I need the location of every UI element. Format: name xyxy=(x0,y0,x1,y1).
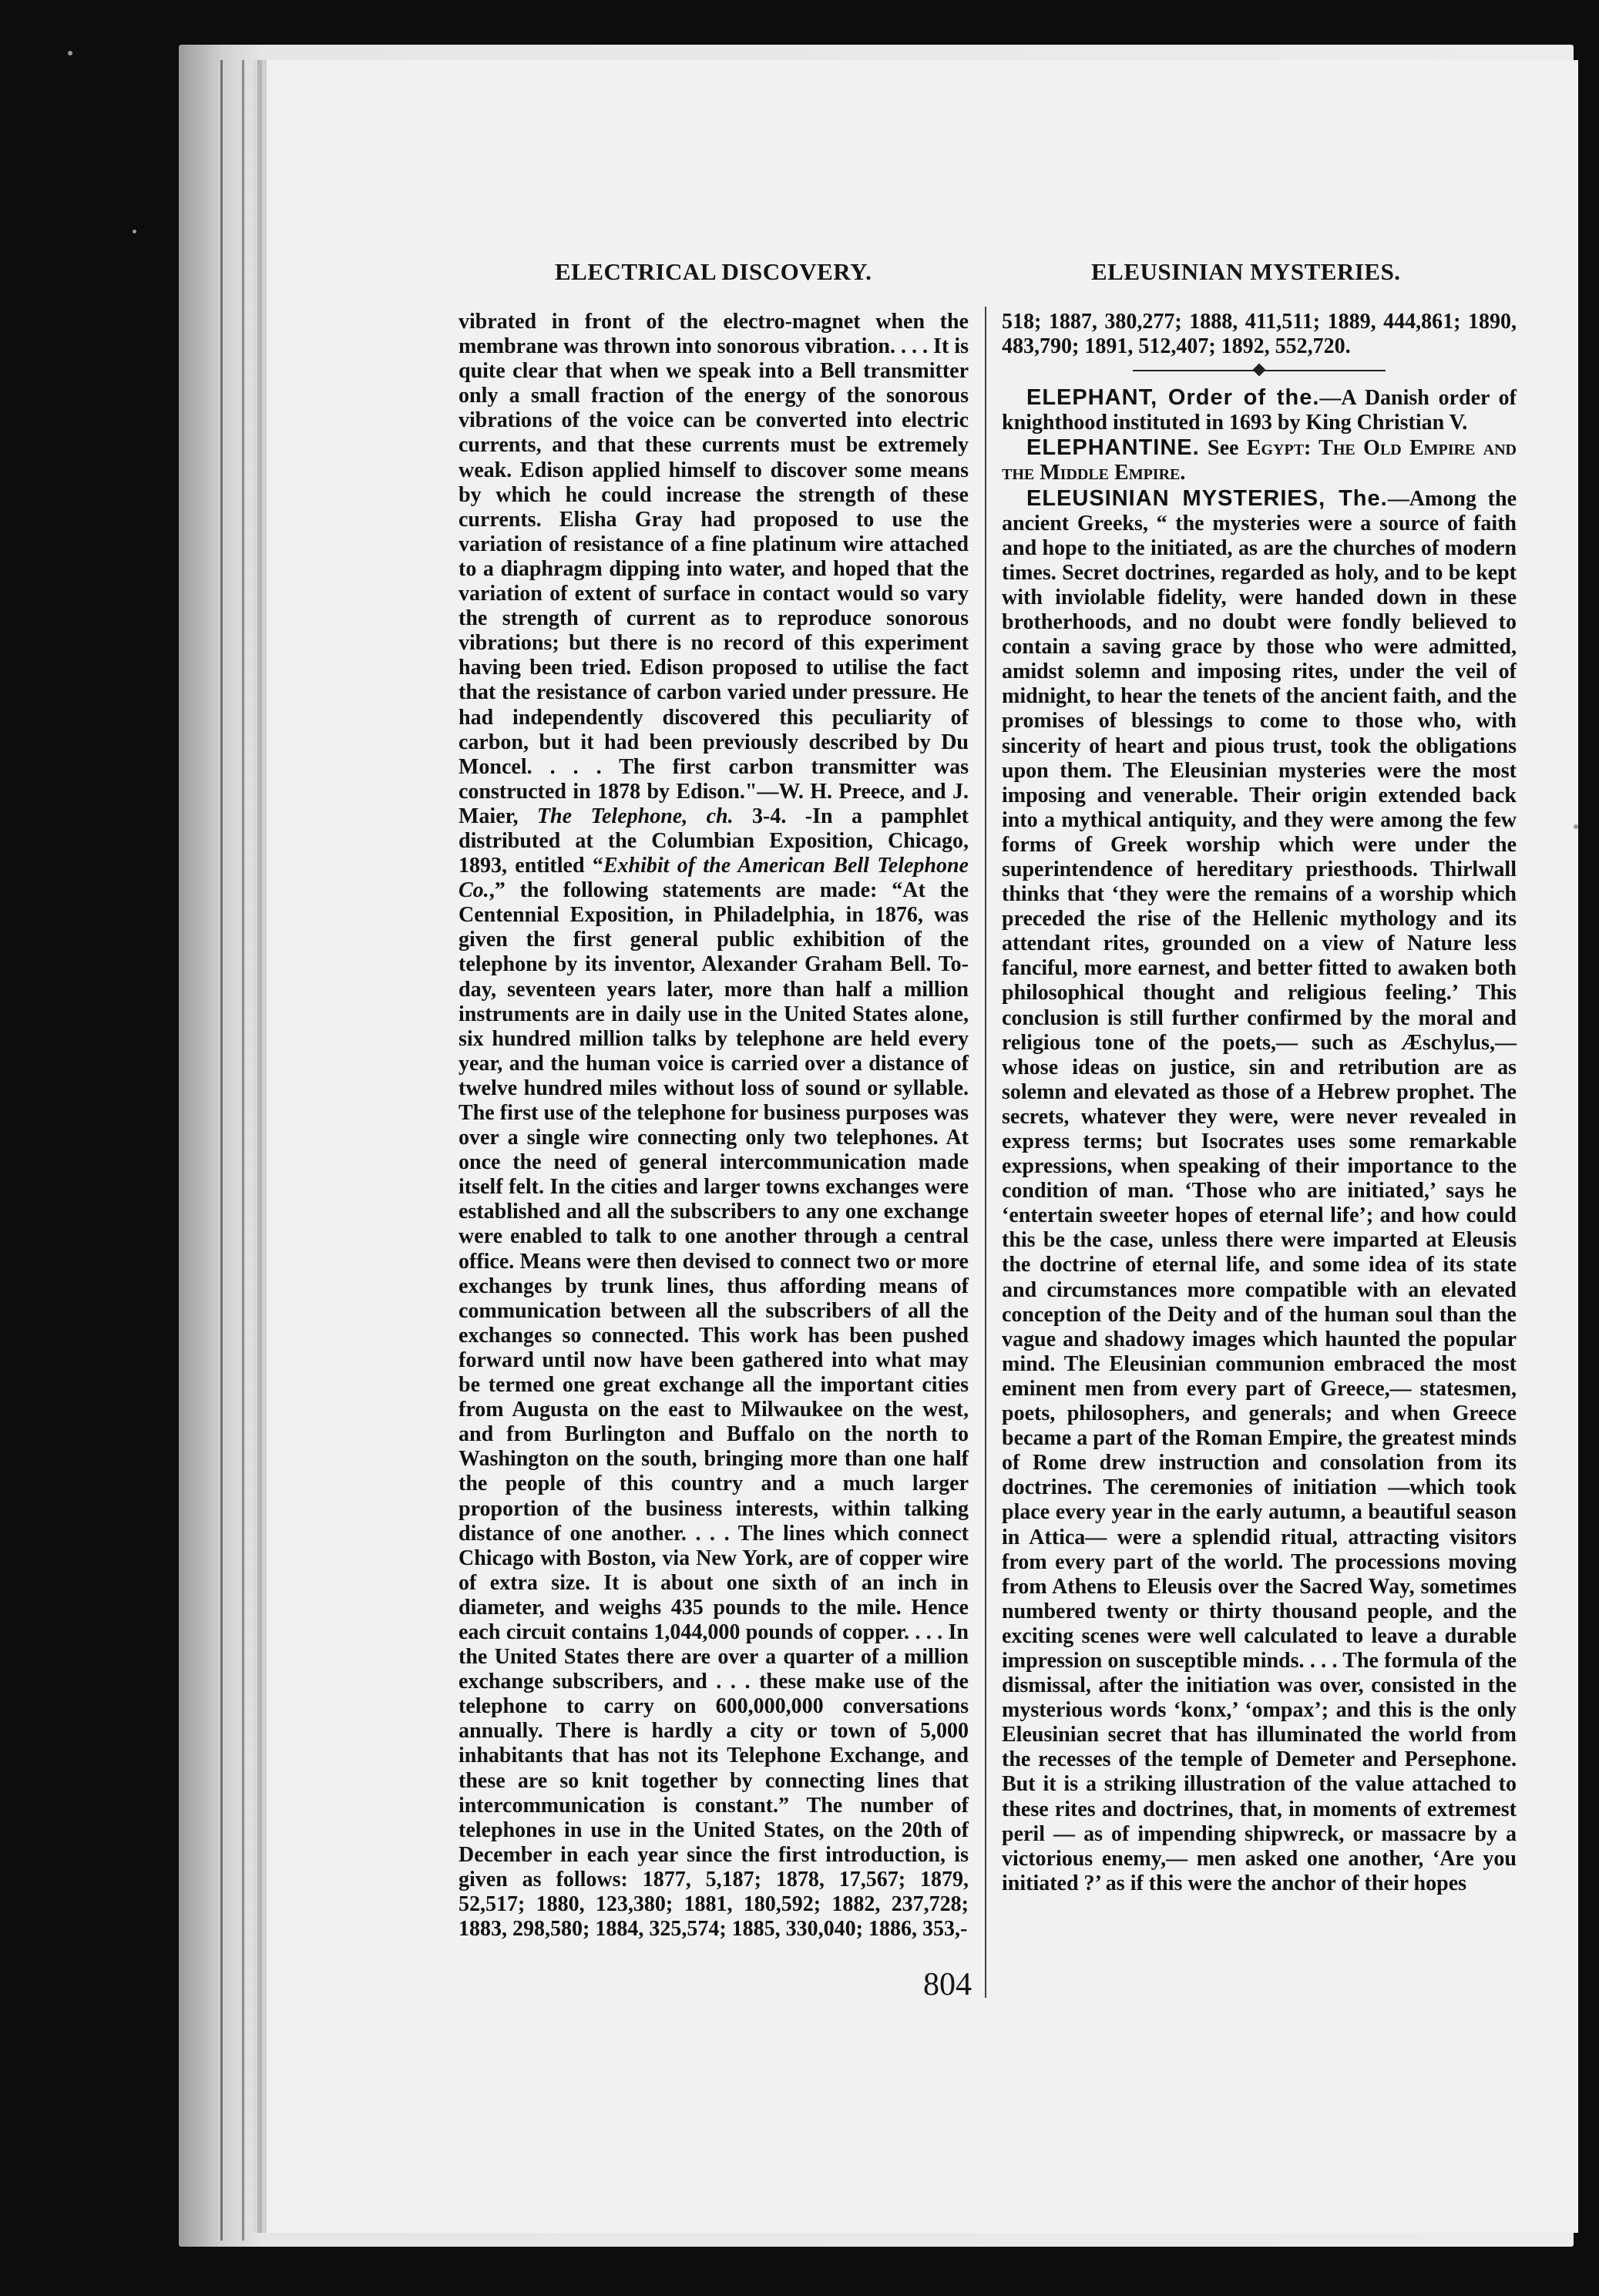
right-text-column xyxy=(1002,310,1517,1896)
entry-elephantine xyxy=(1002,435,1517,485)
entry-eleusinian-mysteries xyxy=(1002,486,1517,1896)
citation-tail: 3-4. -In a pamphlet distributed at the Columbian Exposition, Chicago, 1893, entitled “ xyxy=(459,804,969,878)
scan-speck xyxy=(1574,824,1578,829)
exhibit-title: Exhibit of the American Bell Telephone Co. xyxy=(459,854,969,903)
passage-continuation: ,” the following statements are made: “At the Centennial Exposition, in Philadelphia, in 1876, was given the first general public exhibition of the telephone by its inventor, Alexander Graham Bell. To-day, seventeen years later, more than half a million instruments are in daily use in the United States alone, six hundred million talks by telephone are held every year, and the human voice is carried over a distance of twelve hundred miles without loss of sound or syllable. The first use of the telephone for business purposes was over a single wire connecting only two telephones. At once the need of general intercommunication made itself felt. In the cities and larger towns exchanges were established and all the subscribers to any one exchange were enabled to talk to one another through a central office. Means were then devised to connect two or more exchanges by trunk lines, thus affording means of communication between all the subscribers of all the exchanges so connected. This work has been pushed forward until now have been gathered into what may be termed one great exchange all the important cities from Augusta on the east to Milwaukee on the west, and from Burlington and Buffalo on the north to Washington on the south, bringing more than one half the people of this country and a much larger proportion of the business interests, within talking distance of one another. . . . The lines which connect Chicago with Boston, via New York, are of copper wire of extra size. It is about one sixth of an inch in diameter, and weighs 435 pounds to the mile. Hence each circuit contains 1,044,000 pounds of copper. . . . In the United States there are over a quarter of a million exchange subscribers, and . . . these make use of the telephone to carry on 600,000,000 conversations annually. There is hardly a city or town of 5,000 inhabitants that has not its Telephone Exchange, and these are so knit together by connecting lines that intercommunication is constant.” The number of telephones in use in the United States, on the 20th of December in each year since the first introduction, is given as follows: 1877, 5,187; 1878, 17,567; 1879, 52,517; 1880, 123,380; 1881, 180,592; 1882, 237,728; 1883, 298,580; 1884, 325,574; 1885, 330,040; 1886, 353,- xyxy=(459,878,969,1942)
citation-title: The Telephone, ch. xyxy=(536,804,734,828)
page-number: 804 xyxy=(923,1967,972,2002)
telephone-passage xyxy=(459,310,969,1942)
section-divider xyxy=(1002,359,1517,382)
page-spine-line xyxy=(220,60,223,2241)
entry-elephant-order xyxy=(1002,385,1517,435)
headword-eleusinian-mysteries: ELEUSINIAN MYSTERIES, The. xyxy=(1026,485,1388,511)
entry-body: —Among the ancient Greeks, “ the mysteries were a source of faith and hope to the initiated, as are the churches of modern times. Secret doctrines, regarded as holy, and to be kept with inviolable fidelity, were handed down in these brotherhoods, and no doubt were fondly believed to contain a saving grace by those who were admitted, amidst solemn and imposing rites, under the veil of midnight, to hear the tenets of the ancient faith, and the promises of blessings to come to those who, with sincerity of heart and pious trust, took the obligations upon them. The Eleusinian mysteries were the most imposing and venerable. Their origin extended back into a mythical antiquity, and they were among the few forms of Greek worship which were under the superintendence of hereditary priesthoods. Thirlwall thinks that ‘they were the remains of a worship which preceded the rise of the Hellenic mythology and its attendant rites, grounded on a view of Nature less fanciful, more earnest, and better fitted to awaken both philosophical thought and religious feeling.’ This conclusion is still further confirmed by the moral and religious tone of the poets,— such as Æschylus,— whose ideas on justice, sin and retribution are as solemn and elevated as those of a Hebrew prophet. The secrets, whatever they were, were never revealed in express terms; but Isocrates uses some remarkable expressions, when speaking of their importance to the condition of man. ‘Those who are initiated,’ says he ‘entertain sweeter hopes of eternal life’; and how could this be the case, unless there were imparted at Eleusis the doctrine of eternal life, and some idea of its state and circumstances more compatible with an elevated conception of the Deity and of the human soul than the vague and shadowy images which haunted the popular mind. The Eleusinian communion embraced the most eminent men from every part of Greece,— statesmen, poets, philosophers, and generals; and when Greece became a part of the Roman Empire, the greatest minds of Rome drew instruction and consolation from its doctrines. The ceremonies of initiation —which took place every year in the early autumn, a beautiful season in Attica— were a splendid ritual, attracting visitors from every part of the world. The processions moving from Athens to Eleusis over the Sacred Way, sometimes numbered twenty or thirty thousand people, and the exciting scenes were well calculated to leave a durable impression on susceptible minds. . . . The formula of the dismissal, after the initiation was over, consisted in the mysterious words ‘konx,’ ‘ompax’; and this is the only Eleusinian secret that has illuminated the world from the recesses of the temple of Demeter and Persephone. But it is a striking illustration of the value attached to these rites and doctrines, that, in moments of extremest peril — as of impending shipwreck, or massacre by a victorious enemy,— men asked one another, ‘Are you initiated ?’ as if this were the anchor of their hopes xyxy=(1002,486,1517,1895)
headword-elephantine: ELEPHANTINE. xyxy=(1026,435,1200,461)
left-text-column xyxy=(459,310,969,1942)
passage-text: vibrated in front of the electro-magnet when the membrane was thrown into sonorous vibration. . . . It is quite clear that when we speak into a Bell transmitter only a small fraction of the energy of the sonorous vibrations of the voice can be converted into electric currents, and that these currents must be extremely weak. Edison applied himself to discover some means by which he could increase the strength of these currents. Elisha Gray had proposed to use the variation of resistance of a fine platinum wire attached to a diaphragm dipping into water, and hoped that the variation of extent of surface in contact would so vary the strength of current as to reproduce sonorous vibrations; but there is no record of this experiment having been tried. Edison proposed to utilise the fact that the resistance of carbon varied under pressure. He had independently discovered this peculiarity of carbon, but it had been previously described by Du Moncel. . . . The first carbon transmitter was constructed in 1878 by Edison."—W. H. Preece, and J. Maier, xyxy=(459,310,969,828)
see-also-reference: Egypt: The Old Empire and the Middle Empire. xyxy=(1002,436,1517,485)
headword-elephant-order: ELEPHANT, Order of the. xyxy=(1026,385,1320,411)
entry-body: —A Danish order of knighthood instituted in 1693 by King Christian V. xyxy=(1002,386,1517,435)
statistics-tail: 518; 1887, 380,277; 1888, 411,511; 1889, 444,861; 1890, 483,790; 1891, 512,407; 1892, 552,720. xyxy=(1002,310,1517,359)
running-head-right: ELEUSINIAN MYSTERIES. xyxy=(1091,258,1401,285)
column-rule xyxy=(985,307,986,1998)
scan-speck xyxy=(133,230,136,233)
running-head-left: ELECTRICAL DISCOVERY. xyxy=(555,258,872,285)
scan-speck xyxy=(68,51,72,55)
entry-body-pre: See xyxy=(1199,436,1247,461)
page-spine-line xyxy=(242,60,244,2241)
